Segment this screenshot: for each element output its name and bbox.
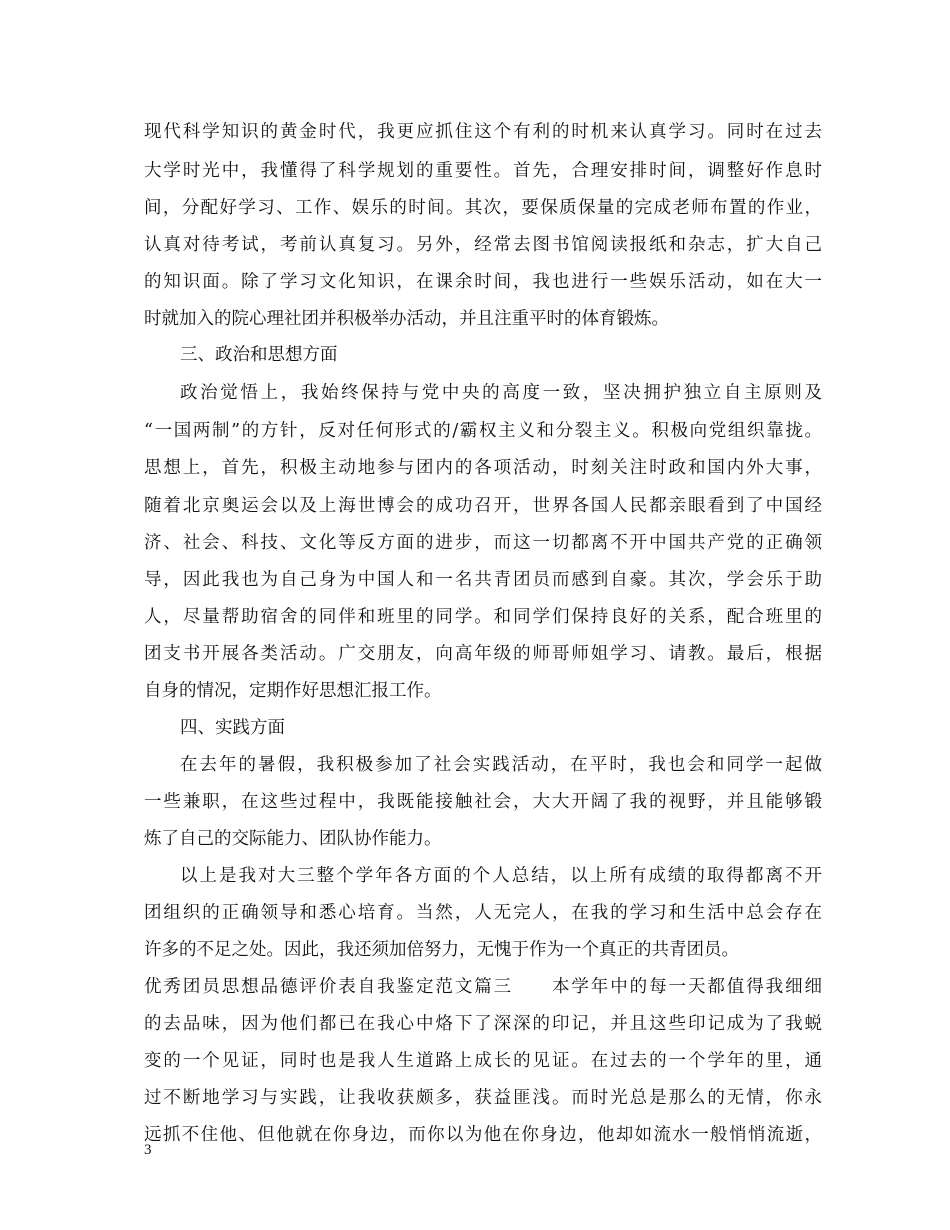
body-text-line: 现代科学知识的黄金时代，我更应抓住这个有利的时机来认真学习。同时在过去 [144,122,822,142]
body-text-line: 思想上，首先，积极主动地参与团内的各项活动，时刻关注时政和国内外大事， [144,458,822,478]
body-text-line: 自身的情况，定期作好思想汇报工作。 [144,681,442,701]
body-text-line: 变的一个见证，同时也是我人生道路上成长的见证。在过去的一个学年的里，通 [144,1051,822,1071]
body-text-line: 政治觉悟上，我始终保持与党中央的高度一致，坚决拥护独立自主原则及 [180,383,822,403]
body-text-line: 认真对待考试，考前认真复习。另外，经常去图书馆阅读报纸和杂志，扩大自己 [144,235,822,255]
body-text-line: 一些兼职，在这些过程中，我既能接触社会，大大开阔了我的视野，并且能够锻 [144,792,822,812]
body-text-line: 许多的不足之处。因此，我还须加倍努力，无愧于作为一个真正的共青团员。 [144,940,739,960]
body-text-line: “一国两制”的方针，反对任何形式的/霸权主义和分裂主义。积极向党组织靠拢。 [144,421,822,441]
body-text-line: 的知识面。除了学习文化知识，在课余时间，我也进行一些娱乐活动，如在大一 [144,272,822,292]
body-text-line: 间，分配好学习、工作、娱乐的时间。其次，要保质保量的完成老师布置的作业， [144,198,822,218]
body-text-line: 团组织的正确领导和悉心培育。当然，人无完人，在我的学习和生活中总会存在 [144,903,822,923]
body-text-line: 时就加入的院心理社团并积极举办活动，并且注重平时的体育锻炼。 [144,309,669,329]
body-text-line: 济、社会、科技、文化等反方面的进步，而这一切都离不开中国共产党的正确领 [144,533,822,553]
body-text-line: 随着北京奥运会以及上海世博会的成功召开，世界各国人民都亲眼看到了中国经 [144,496,822,516]
body-text-line: 人，尽量帮助宿舍的同伴和班里的同学。和同学们保持良好的关系，配合班里的 [144,607,822,627]
body-text-line: 炼了自己的交际能力、团队协作能力。 [144,829,442,849]
body-text-line: 大学时光中，我懂得了科学规划的重要性。首先，合理安排时间，调整好作息时 [144,161,822,181]
section-heading-practice: 四、实践方面 [180,718,285,738]
body-text-line: 的去品味，因为他们都已在我心中烙下了深深的印记，并且这些印记成为了我蜕 [144,1014,822,1034]
page-number: 3 [144,1142,152,1158]
body-text-line: 远抓不住他、但他就在你身边，而你以为他在你身边，他却如流水一般悄悄流逝， [144,1125,822,1145]
body-text-line: 以上是我对大三整个学年各方面的个人总结，以上所有成绩的取得都离不开 [180,866,822,886]
body-text-line: 导，因此我也为自己身为中国人和一名共青团员而感到自豪。其次，学会乐于助 [144,570,822,590]
body-text-line: 团支书开展各类活动。广交朋友，向高年级的师哥师姐学习、请教。最后，根据 [144,644,822,664]
body-text-line: 过不断地学习与实践，让我收获颇多，获益匪浅。而时光总是那么的无情，你永 [144,1088,822,1108]
body-text-line: 在去年的暑假，我积极参加了社会实践活动，在平时，我也会和同学一起做 [180,755,822,775]
body-text-line: 优秀团员思想品德评价表自我鉴定范文篇三 本学年中的每一天都值得我细细 [144,977,822,997]
section-heading-politics: 三、政治和思想方面 [180,345,338,365]
